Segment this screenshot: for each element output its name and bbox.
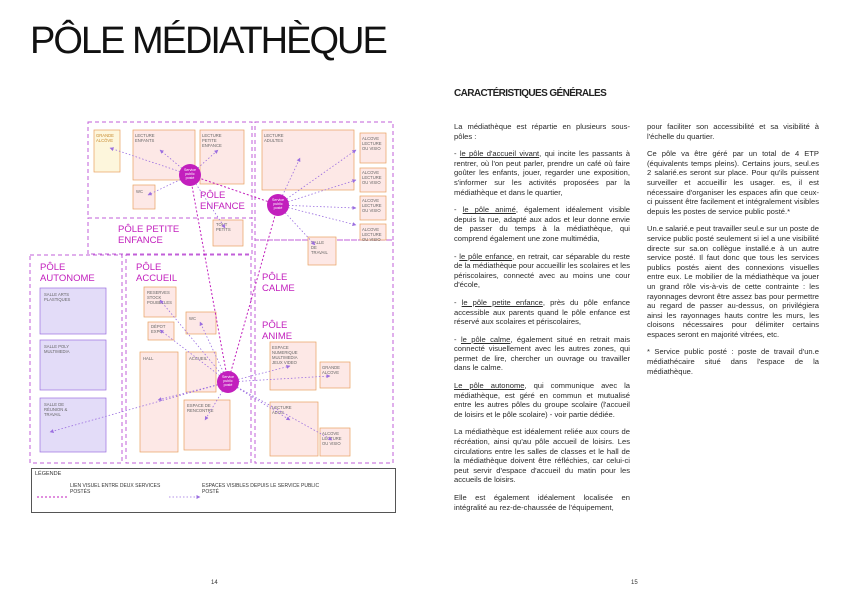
pole-label-accueil: PÔLE ACCUEIL: [136, 262, 178, 284]
pole-calme-paragraph: - le pôle calme, également situé en retrait mais connecté visuellement avec les autres zones, qui permet de lire, chercher un ouvrage ou travailler dans le calme.: [454, 334, 631, 373]
arrow-10: [278, 205, 356, 225]
legend-title: LÉGENDE: [35, 471, 62, 477]
liaison-paragraph: La médiathèque est idéalement reliée aux cours de récréation, ainsi qu'au pôle accueil de loisirs. Les circulations entre les salles de classes et le hall de la médiathèque doivent être réfléchies, car celui-ci peut servir d'espace d'accueil du matin pour les accueils de loisirs.: [454, 427, 630, 485]
label-wc_1: WC: [136, 189, 143, 194]
label-reserves: RESERVES STOCK POUBELLES: [147, 290, 172, 305]
footnote-paragraph: * Service public posté : poste de travail d'un.e médiathécaire situé dans l'espace de la médiathèque.: [647, 347, 819, 376]
page-title: PÔLE MÉDIATHÈQUE: [30, 20, 386, 62]
room-hall: [140, 352, 178, 452]
arrow-9: [278, 205, 356, 208]
label-salle_reunion: SALLE DE RÉUNION & TRAVAIL: [44, 402, 68, 417]
localisation-paragraph: Elle est également idéalement localisée en intégralité au rez-de-chaussée de l'équipement,: [454, 493, 630, 512]
label-alcove_5: ALCOVE LECTURE OU VISIO: [322, 431, 342, 446]
label-grande_alcove_2: GRANDE ALCOVE: [322, 365, 340, 375]
label-grande_alcove_1: GRANDE ALCÔVE: [96, 133, 114, 143]
pole-accueil-paragraph: - le pôle d'accueil vivant, qui incite les passants à rentrer, où l'on peut parler, prendre un café où faire goûter les enfants, jouer, regarder une exposition, s'informer sur les activités proposées par la médiathèque et dans le quartier,: [454, 149, 630, 197]
pole-enfance-paragraph: - le pôle enfance, en retrait, car séparable du reste de la médiathèque pour accueillir les scolaires et les périscolaires, connecté avec au moins une cour d'école,: [454, 251, 631, 290]
intro-paragraph: La médiathèque est répartie en plusieurs sous-pôles :: [454, 122, 630, 141]
legend-item-visible: ESPACES VISIBLES DEPUIS LE SERVICE PUBLIC POSTÉ: [202, 483, 320, 495]
label-alcove_3: ALCOVE LECTURE OU VISIO: [362, 198, 382, 213]
label-salle_poly: SALLE POLY MULTIMEDIA: [44, 344, 70, 354]
label-alcove_1: ALCOVE LECTURE OU VISIO: [362, 136, 382, 151]
service-post-label: Service public posté: [222, 375, 234, 387]
visibilite-paragraph: Un.e salarié.e peut travailler seul.e sur un poste de service public posté seulement si iel a une visibilité directe sur sa.on collègue installé.e à un autre service posté. Il faut donc que tous les services publics postés aient des connexions visuelles entre eux. Le mobilier de la médiathèque va jouer un grand rôle vis-à-vis de cette contrainte : les rayonnages devront être assez bas pour permettre au regard de passer au-dessus, on privilégiera ainsi les rayonnages hauts contre les murs, les cloisons nécessaires pour délimiter certains espaces seront en majorité vitrées, etc.: [647, 224, 819, 339]
page-number-right: 15: [631, 580, 638, 586]
label-depot: DÉPOT EXPO: [151, 324, 166, 334]
pole-label-petite-enfance: PÔLE PETITE ENFANCE: [118, 224, 180, 246]
label-alcove_4: ALCOVE LECTURE OU VISIO: [362, 227, 382, 242]
legend: [31, 468, 396, 513]
label-salle_travail: SALLE DE TRAVAIL: [311, 240, 328, 255]
label-lecture_adultes: LECTURE ADULTES: [264, 133, 284, 143]
label-espace_rencontre: ESPACE DE RENCONTRE: [187, 403, 214, 413]
label-espace_numerique: ESPACE NUMERIQUE MULTIMEDIA JEUX VIDEO: [272, 345, 298, 365]
accessibilite-paragraph: pour faciliter son accessibilité et sa visibilité à l'échelle du quartier.: [647, 122, 819, 141]
label-lecture_ados: LECTURE ADOS: [272, 405, 292, 415]
label-salle_arts: SALLE ARTS PLASTIQUES: [44, 292, 71, 302]
pole-petite-enfance-paragraph: - le pôle petite enfance, près du pôle enfance accessible aux parents quand le pôle enfance est réservé aux scolaires et périscolaires,: [454, 297, 630, 327]
service-post-label: Service public posté: [184, 168, 196, 180]
section-title: CARACTÉRISTIQUES GÉNÉRALES: [454, 88, 607, 99]
page-number-left: 14: [211, 580, 218, 586]
pole-label-calme: PÔLE CALME: [262, 272, 295, 294]
pole-label-anime: PÔLE ANIME: [262, 320, 293, 342]
pole-label-autonome: PÔLE AUTONOME: [40, 262, 95, 284]
service-post-label: Service public posté: [272, 198, 284, 210]
label-accueil_room: ACCUEIL: [189, 356, 208, 361]
pole-autonome-paragraph: Le pôle autonome, qui communique avec la médiathèque, est géré en commun et mutualisé entre les autres pôles du groupe scolaire (l'accueil de loisirs et le pôle scolaire) - voir partie dédiée.: [454, 381, 630, 419]
gestion-paragraph: Ce pôle va être géré par un total de 4 ETP (équivalents temps pleins). Certains jours, seul.es 2 salarié.es seront sur place. Pour qu'ils puissent surveiller et accueillir les usager. es, il est nécessaire d'organiser les espaces afin que ceux-ci puissent être facilement et intégralement visibles depuis les postes de service public posté.*: [647, 149, 819, 216]
text-column-2: [647, 122, 819, 384]
label-tout_petits: TOUT PETITS: [216, 222, 231, 232]
text-column-1: [454, 122, 630, 520]
label-alcove_2: ALCOVE LECTURE OU VISIO: [362, 170, 382, 185]
label-lecture_petite_enfance: LECTURE PETITE ENFANCE: [202, 133, 222, 148]
pole-label-enfance: PÔLE ENFANCE: [200, 190, 245, 212]
label-hall: HALL: [143, 356, 154, 361]
pole-anime-paragraph: - le pôle animé, également idéalement visible depuis la rue, adapté aux ados et leur donne envie de passer du temps à la médiathèque, qui comprend également une zone multimédia,: [454, 205, 631, 243]
label-wc_2: WC: [189, 316, 196, 321]
legend-item-link: LIEN VISUEL ENTRE DEUX SERVICES POSTÉS: [70, 483, 161, 495]
label-lecture_enfants: LECTURE ENFANTS: [135, 133, 155, 143]
